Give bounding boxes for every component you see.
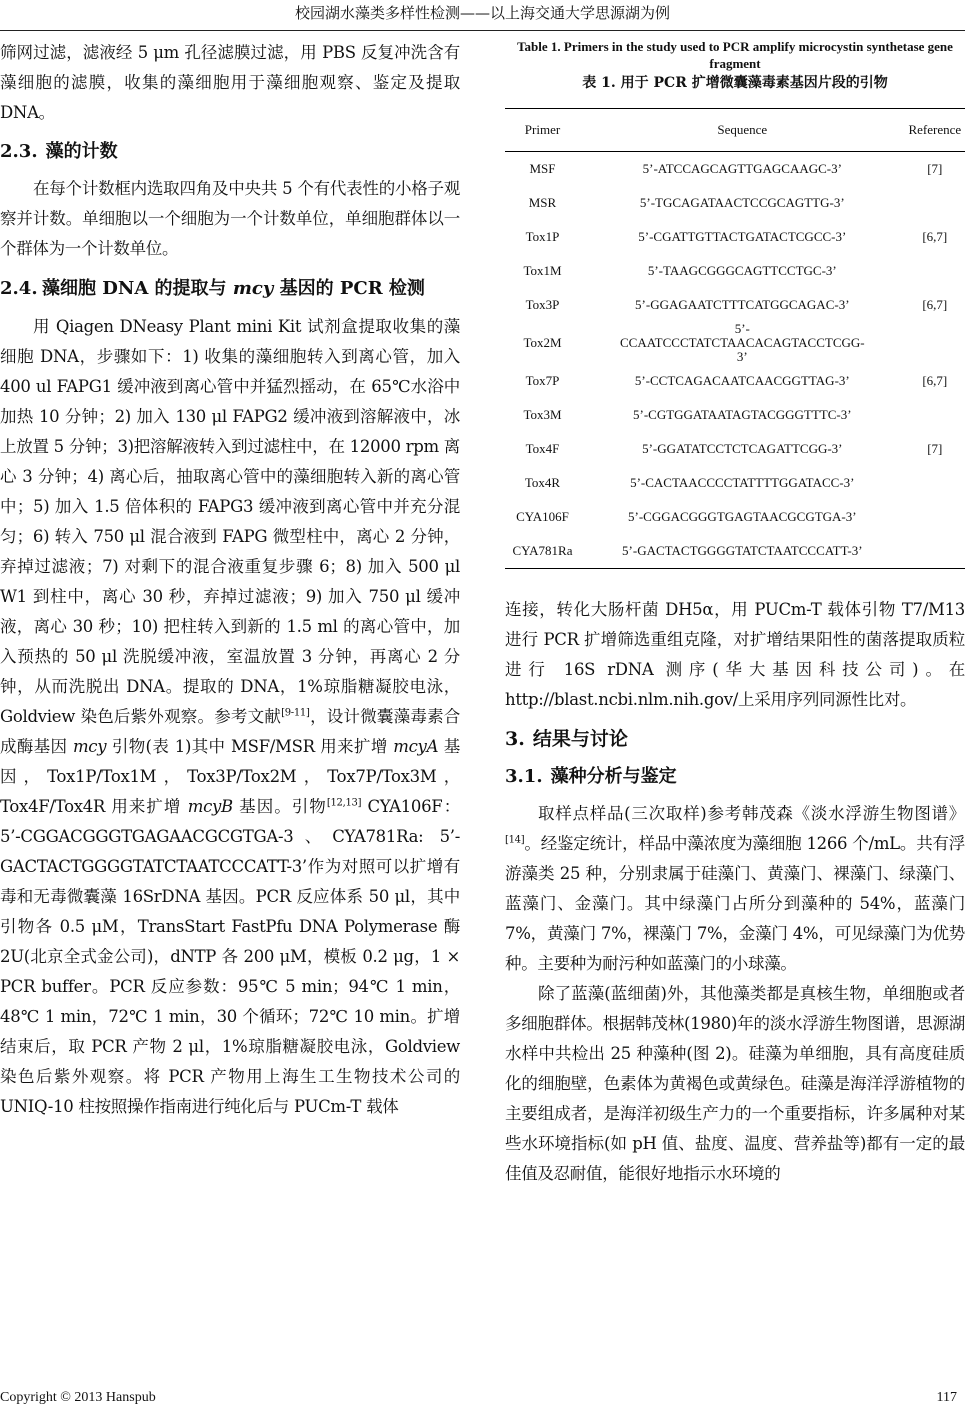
table-row: Tox7P 5’-CCTCAGACAATCAACGGTTAG-3’ [6,7] [525,373,948,388]
table-row: Tox3M 5’-CGTGGATAATAGTACGGGTTTC-3’ [523,407,852,422]
primer-table [505,108,965,569]
header-primer: Primer [524,122,561,137]
table-caption-zh: 表 1. 用于 PCR 扩增微囊藻毒素基因片段的引物 [582,75,888,91]
copyright: Copyright © 2013 Hanspub [0,1390,156,1405]
left-column [0,38,460,1122]
section-heading-2-3: 2.3. 藻的计数 [0,141,118,162]
table-row: MSF 5’-ATCCAGCAGTTGAGCAAGC-3’ [7] [529,161,943,176]
paragraph: 连接，转化大肠杆菌 DH5α，用 PUCm-T 载体引物 T7/M13 进行 PCR 扩增筛选重组克隆，对扩增结果阳性的菌落提取质粒进行 16S rDNA 测序(华大基因科技公司)。在 http://blast.ncbi.nlm.nih.gov/上采用序列同源性比对。 [505,600,965,709]
paragraph: 在每个计数框内选取四角及中央共 5 个有代表性的小格子观察并计数。单细胞以一个细胞为一个计数单位，单细胞群体以一个群体为一个计数单位。 [0,179,460,258]
table-row: CYA106F 5’-CGGACGGGTGAGTAACGCGTGA-3’ [516,509,857,524]
paragraph-methods: 用 Qiagen DNeasy Plant mini Kit 试剂盒提取收集的藻细胞 DNA，步骤如下：1) 收集的藻细胞转入到离心管，加入 400 ul FAPG1 缓冲液到离心管中并猛烈摇动，在 65℃水浴中加热 10 分钟；2) 加入 130 μl FAPG2 缓冲液到溶解液中，冰上放置 5 分钟；3)把溶解液转入到过滤柱中，在 12000 rpm 离心 3 分钟；4) 离心后，抽取离心管中的藻细胞转入新的离心管中；5) 加入 1.5 倍体积的 FAPG3 缓冲液到离心管中并充分混匀；6) 转入 750 μl 混合液到 FAPG 微型柱中，离心 2 分钟，弃掉过滤液；7) 对剩下的混合液重复步骤 6；8) 加入 500 μl W1 到柱中，离心 30 秒，弃掉过滤液；9) 加入 750 μl 缓冲液，离心 30 秒；10) 把柱转入到新的 1.5 ml 的离心管中，加入预热的 50 μl 洗脱缓冲液，室温放置 3 分钟，再离心 2 分钟，从而洗脱出 DNA。提取的 DNA，1%琼脂糖凝胶电泳，Goldview 染色后紫外观察。参考文献[9-11]，设计微囊藻毒素合成酶基因 mcy 引物(表 1)其中 MSF/MSR 用来扩增 mcyA 基因，Tox1P/Tox1M，Tox3P/Tox2M，Tox7P/Tox3M，Tox4F/Tox4R 用来扩增 mcyB 基因。引物[12,13] CYA106F：5’-CGGACGGGTGAGAACGCGTGA-3、CYA781Ra: 5’-GACTACTGGGGTATCTAATCCCATT-3’作为对照可以扩增有毒和无毒微囊藻 16SrDNA 基因。PCR 反应体系 50 μl，其中引物各 0.5 μM，TransStart FastPfu DNA Polymerase 酶 2U(北京全式金公司)，dNTP 各 200 μM，模板 0.2 μg，1 × PCR buffer。PCR 反应参数：95℃ 5 min；94℃ 1 min，48℃ 1 min，72℃ 1 min，30 个循环；72℃ 10 min。扩增结束后，取 PCR 产物 2 μl，1%琼脂糖凝胶电泳，Goldview 染色后紫外观察。将 PCR 产物用上海生工生物技术公司的 UNIQ-10 柱按照操作指南进行纯化后与 PUCm-T 载体 [0,317,460,1116]
table-row: MSR 5’-TGCAGATAACTCCGCAGTTG-3’ [528,195,845,210]
table-row: Tox4R 5’-CACTAACCCCTATTTTGGATACC-3’ [524,475,855,490]
section-heading-3: 3. 结果与讨论 [505,728,628,750]
table-row: Tox1M 5’-TAAGCGGGCAGTTCCTGC-3’ [523,263,837,278]
table-row: Tox4F 5’-GGATATCCTCTCAGATTCGG-3’ [7] [525,441,943,456]
section-heading-3-1: 3.1. 藻种分析与鉴定 [505,766,677,787]
page-number: 117 [936,1390,957,1405]
header-reference: Reference [908,122,962,137]
header-sequence: Sequence [717,122,768,137]
paragraph: 除了蓝藻(蓝细菌)外，其他藻类都是真核生物，单细胞或者多细胞群体。根据韩茂林(1980)年的淡水浮游生物图谱，思源湖水样中共检出 25 种藻种(图 2)。硅藻为单细胞，具有高度硅质化的细胞壁，色素体为黄褐色或黄绿色。硅藻是海洋浮游植物的主要组成者，是海洋初级生产力的一个重要指标，许多属种对某些水环境指标(如 pH 值、盐度、温度、营养盐等)都有一定的最佳值及忍耐值，能很好地指示水环境的 [505,984,965,1183]
running-title: 校园湖水藻类多样性检测——以上海交通大学思源湖为例 [294,4,670,22]
table-row: Tox1P 5’-CGATTGTTACTGATACTCGCC-3’ [6,7] [525,229,948,244]
right-column [505,38,965,1189]
table-header-row [505,109,965,152]
table-caption [505,38,965,94]
running-header [0,0,965,31]
paragraph: 取样点样品(三次取样)参考韩茂森《淡水浮游生物图谱》[14]。经鉴定统计，样品中藻浓度为藻细胞 1266 个/mL。共有浮游藻类 25 种，分别隶属于硅藻门、黄藻门、裸藻门、绿藻门、蓝藻门、金藻门。其中绿藻门占所分到藻种的 54%，蓝藻门 7%，黄藻门 7%，裸藻门 7%，金藻门 4%，可见绿藻门为优势种。主要种为耐污种如蓝藻门的小球藻。 [505,804,965,973]
table-row: CYA781Ra 5’-GACTACTGGGGTATCTAATCCCATT-3’ [505,534,965,569]
section-heading-2-4: 2.4. 藻细胞 DNA 的提取与 mcy 基因的 PCR 检测 [0,278,425,299]
table-row: Tox3P 5’-GGAGAATCTTTCATGGCAGAC-3’ [6,7] [525,297,948,312]
paragraph: 筛网过滤，滤液经 5 μm 孔径滤膜过滤，用 PBS 反复冲洗含有藻细胞的滤膜，收集的藻细胞用于藻细胞观察、鉴定及提取 DNA。 [0,43,460,122]
table-caption-en: Table 1. Primers in the study used to PCR amplify microcystin synthetase gene fragment [517,39,953,71]
table-row: Tox2M 5’-CCAATCCCTATCTAACACAGTACCTCGG-3’ [523,321,865,364]
